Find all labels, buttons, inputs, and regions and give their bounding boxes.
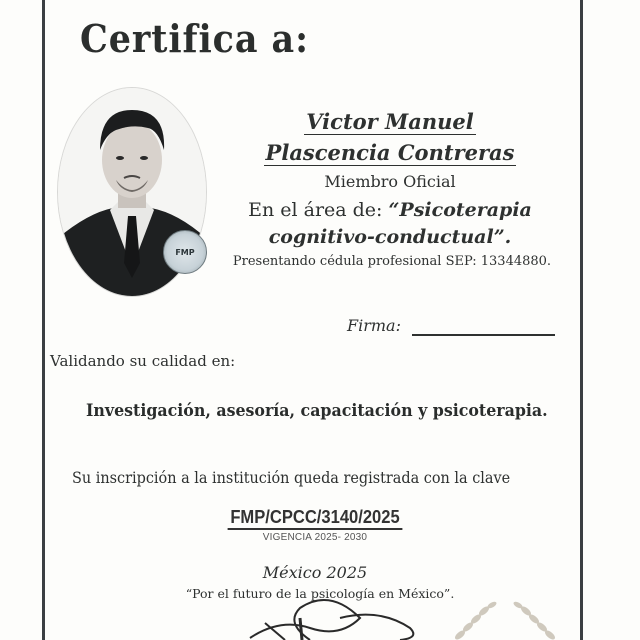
institution-seal-badge: FMP xyxy=(163,230,207,274)
validating-label: Validando su calidad en: xyxy=(50,352,236,370)
signature-line xyxy=(412,334,555,336)
recipient-last-names: Plascencia Contreras xyxy=(265,140,515,165)
right-border-line xyxy=(580,0,583,640)
qualities-list: Investigación, asesoría, capacitación y psicoterapia. xyxy=(86,401,548,421)
institution-motto: “Por el futuro de la psicología en México”. xyxy=(185,586,455,601)
professional-license: Presentando cédula profesional SEP: 13344880. xyxy=(232,254,552,269)
membership-status: Miembro Oficial xyxy=(324,172,456,191)
registration-key: FMP/CPCC/3140/2025 xyxy=(228,506,403,530)
left-border-line xyxy=(42,0,45,640)
area-prefix: En el área de: xyxy=(248,199,389,221)
signature-label: Firma: xyxy=(347,316,401,335)
place-and-year: México 2025 xyxy=(262,563,368,582)
area-value-part-2: cognitivo-conductual”. xyxy=(268,226,512,248)
validity-period: VIGENCIA 2025- 2030 xyxy=(262,532,368,543)
certificate-heading: Certifica a: xyxy=(80,16,309,61)
area-line-1 xyxy=(220,198,560,223)
handwritten-signature-icon xyxy=(240,588,440,640)
area-line-2 xyxy=(220,225,560,250)
recipient-first-names: Victor Manuel xyxy=(306,109,474,134)
laurel-wreath-icon xyxy=(440,597,570,640)
area-value-part-1: “Psicoterapia xyxy=(388,199,532,221)
recipient-surname-block xyxy=(220,141,560,166)
registration-text: Su inscripción a la institución queda registrada con la clave xyxy=(72,469,511,487)
recipient-name-block xyxy=(220,110,560,135)
